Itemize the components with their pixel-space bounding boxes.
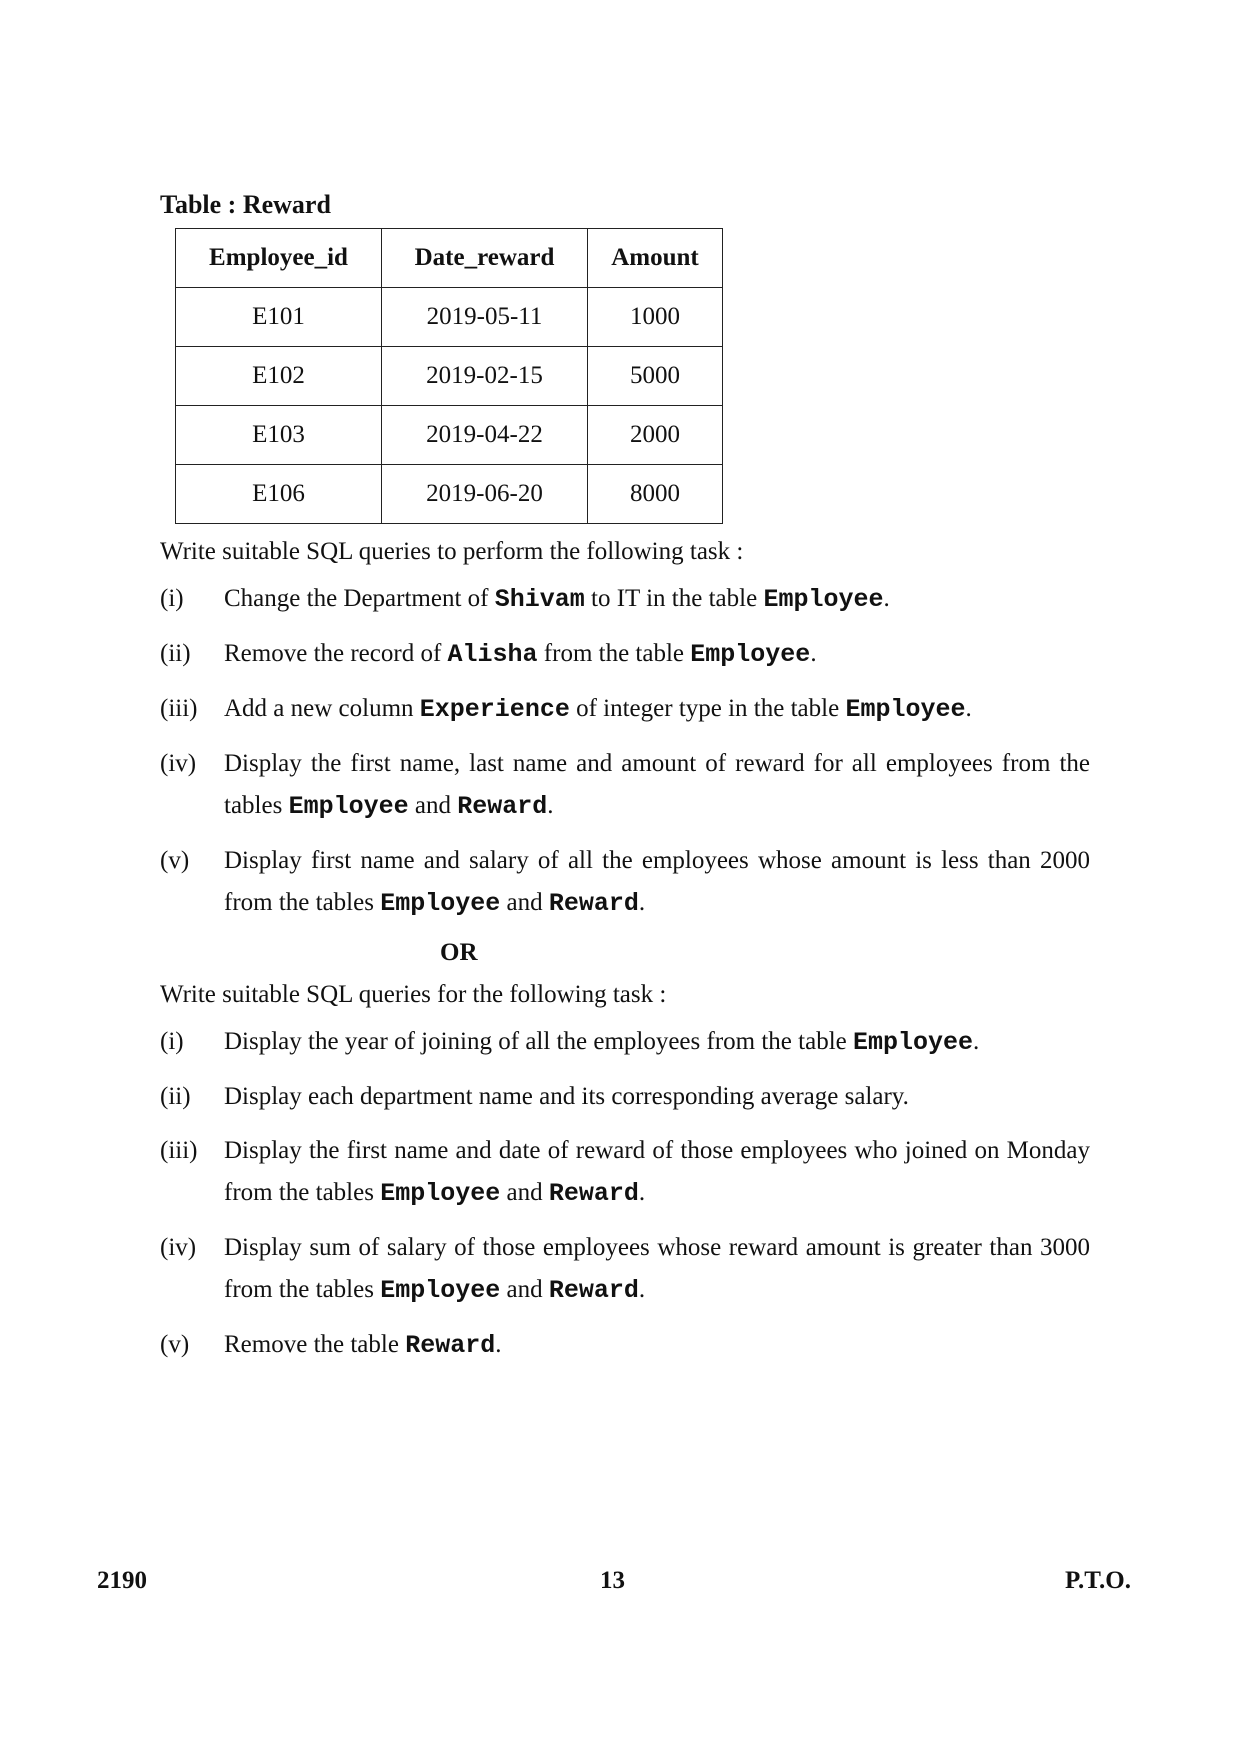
question-number: (ii): [160, 640, 191, 667]
question-text: Display the year of joining of all the employees from the table Employee.: [224, 1028, 980, 1057]
question-number: (iii): [160, 1137, 198, 1164]
question-number: (i): [160, 1028, 184, 1055]
section2-intro: Write suitable SQL queries for the following task :: [160, 981, 667, 1008]
question-number: (iii): [160, 695, 198, 722]
page-number: 13: [600, 1567, 625, 1594]
cell-employee-id: E106: [176, 465, 382, 524]
question-item: [160, 578, 1090, 621]
section1-questions: [160, 578, 1090, 925]
table-caption: Table : Reward: [160, 190, 331, 219]
question-number: (i): [160, 585, 184, 612]
question-text: Display first name and salary of all the employees whose amount is less than 2000 from the tables Employee and Reward.: [224, 847, 1090, 918]
question-number: (v): [160, 847, 190, 874]
cell-amount: 1000: [588, 288, 723, 347]
table-row: [176, 465, 723, 524]
question-item: [160, 1021, 1090, 1064]
cell-amount: 2000: [588, 406, 723, 465]
reward-table: [175, 228, 723, 524]
table-row: [176, 288, 723, 347]
pto-label: P.T.O.: [1065, 1567, 1131, 1594]
question-number: (iv): [160, 1234, 197, 1261]
question-item: [160, 1076, 1090, 1118]
question-item: [160, 633, 1090, 676]
question-item: [160, 688, 1090, 731]
question-text: Display the first name, last name and amount of reward for all employees from the tables Employee and Reward.: [224, 750, 1090, 821]
question-number: (ii): [160, 1083, 191, 1110]
cell-amount: 8000: [588, 465, 723, 524]
section1-intro: Write suitable SQL queries to perform the following task :: [160, 538, 744, 565]
question-text: Remove the table Reward.: [224, 1331, 502, 1360]
table-row: [176, 406, 723, 465]
question-item: [160, 840, 1090, 925]
table-row: [176, 347, 723, 406]
page-content: [160, 190, 1090, 1367]
question-text: Change the Department of Shivam to IT in the table Employee.: [224, 585, 890, 614]
question-number: (v): [160, 1331, 190, 1358]
cell-employee-id: E103: [176, 406, 382, 465]
paper-code: 2190: [97, 1567, 147, 1594]
cell-amount: 5000: [588, 347, 723, 406]
table-header-row: [176, 229, 723, 288]
cell-date-reward: 2019-06-20: [382, 465, 588, 524]
question-text: Add a new column Experience of integer type in the table Employee.: [224, 695, 972, 724]
cell-date-reward: 2019-02-15: [382, 347, 588, 406]
cell-employee-id: E102: [176, 347, 382, 406]
question-item: [160, 1130, 1090, 1215]
cell-date-reward: 2019-04-22: [382, 406, 588, 465]
question-item: [160, 743, 1090, 828]
question-text: Display each department name and its corresponding average salary.: [224, 1083, 909, 1110]
header-date-reward: Date_reward: [382, 229, 588, 288]
cell-date-reward: 2019-05-11: [382, 288, 588, 347]
header-amount: Amount: [588, 229, 723, 288]
question-item: [160, 1324, 1090, 1367]
header-employee-id: Employee_id: [176, 229, 382, 288]
section2-questions: [160, 1021, 1090, 1367]
question-text: Display sum of salary of those employees whose reward amount is greater than 3000 from the tables Employee and Reward.: [224, 1234, 1090, 1305]
question-text: Display the first name and date of reward of those employees who joined on Monday from the tables Employee and Reward.: [224, 1137, 1090, 1208]
question-text: Remove the record of Alisha from the table Employee.: [224, 640, 817, 669]
question-number: (iv): [160, 750, 197, 777]
or-separator: OR: [440, 939, 478, 966]
question-item: [160, 1227, 1090, 1312]
cell-employee-id: E101: [176, 288, 382, 347]
